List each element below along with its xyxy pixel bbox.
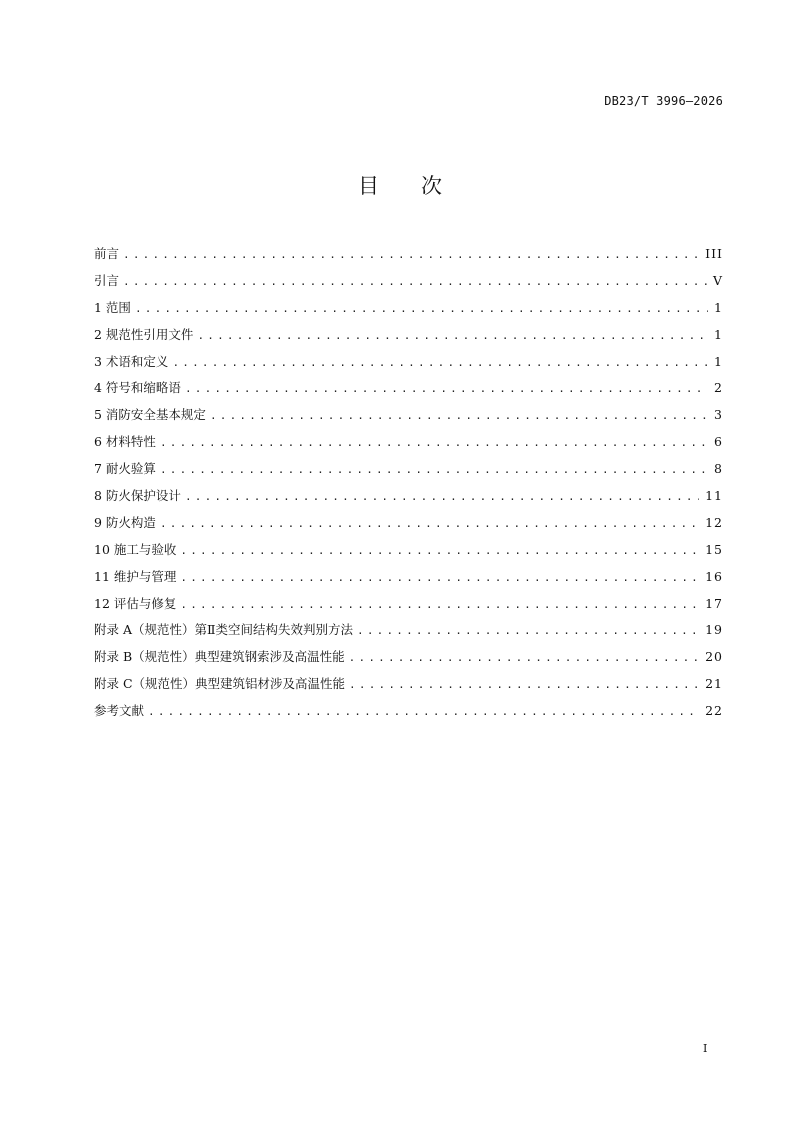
toc-entry[interactable] [94, 429, 723, 456]
toc-entry[interactable] [94, 375, 723, 402]
toc-entry-page: 17 [705, 595, 723, 611]
toc-entry-label: 11 维护与管理 [94, 568, 177, 584]
toc-entry-label: 前言 [94, 246, 120, 261]
table-of-contents [94, 241, 723, 725]
toc-leader-dots [160, 457, 708, 483]
toc-leader-dots [357, 618, 699, 644]
toc-leader-dots [160, 430, 708, 456]
toc-entry-label: 4 符号和缩略语 [94, 380, 181, 396]
toc-entry-label: 12 评估与修复 [94, 595, 177, 611]
title-char-2: 次 [421, 174, 442, 198]
toc-entry[interactable] [94, 644, 723, 671]
toc-entry-label: 引言 [94, 272, 120, 288]
toc-leader-dots [160, 511, 699, 537]
toc-entry[interactable] [94, 591, 723, 618]
toc-entry[interactable] [94, 241, 723, 268]
toc-leader-dots [210, 403, 708, 429]
toc-entry-label: 10 施工与验收 [94, 541, 177, 557]
toc-entry-label: 8 防火保护设计 [94, 488, 181, 504]
toc-entry-label: 附录 A（规范性）第Ⅱ类空间结构失效判别方法 [94, 622, 353, 638]
toc-entry[interactable] [94, 483, 723, 510]
toc-entry[interactable] [94, 268, 723, 295]
toc-entry-page: 16 [705, 568, 723, 584]
toc-leader-dots [197, 323, 708, 349]
document-code: DB23/T 3996—2026 [604, 94, 723, 108]
toc-entry-page: 21 [705, 676, 723, 692]
toc-entry-page: 6 [714, 434, 723, 450]
toc-leader-dots [172, 350, 708, 376]
toc-entry-page: 22 [705, 703, 723, 719]
toc-entry[interactable] [94, 295, 723, 322]
toc-leader-dots [349, 672, 699, 698]
toc-leader-dots [180, 565, 699, 591]
toc-entry[interactable] [94, 671, 723, 698]
toc-entry[interactable] [94, 617, 723, 644]
toc-entry-page: 1 [714, 353, 723, 369]
toc-entry-label: 9 防火构造 [94, 514, 156, 530]
toc-entry-page: 11 [705, 488, 723, 504]
toc-entry[interactable] [94, 456, 723, 483]
toc-entry[interactable] [94, 322, 723, 349]
toc-entry-page: V [712, 272, 723, 288]
toc-entry-page: III [705, 246, 723, 261]
toc-leader-dots [185, 376, 708, 402]
toc-entry-label: 附录 B（规范性）典型建筑钢索涉及高温性能 [94, 649, 345, 665]
toc-entry-page: 12 [705, 514, 723, 530]
toc-entry-page: 20 [705, 649, 723, 665]
toc-entry-label: 3 术语和定义 [94, 353, 169, 369]
toc-leader-dots [135, 296, 708, 322]
toc-entry[interactable] [94, 698, 723, 725]
toc-entry[interactable] [94, 349, 723, 376]
toc-entry-label: 7 耐火验算 [94, 461, 156, 477]
toc-entry[interactable] [94, 510, 723, 537]
toc-leader-dots [123, 269, 707, 295]
toc-leader-dots [180, 592, 699, 618]
toc-entry-label: 5 消防安全基本规定 [94, 407, 206, 423]
toc-entry-label: 1 范围 [94, 299, 131, 315]
toc-entry-page: 2 [714, 380, 723, 396]
toc-entry-label: 参考文献 [94, 703, 145, 719]
toc-leader-dots [349, 645, 699, 671]
toc-entry-label: 2 规范性引用文件 [94, 326, 194, 342]
toc-leader-dots [185, 484, 699, 510]
toc-entry-page: 8 [714, 461, 723, 477]
toc-entry[interactable] [94, 537, 723, 564]
toc-entry-page: 3 [714, 407, 723, 423]
toc-entry-label: 6 材料特性 [94, 434, 156, 450]
toc-entry-label: 附录 C（规范性）典型建筑铝材涉及高温性能 [94, 676, 346, 692]
toc-entry-page: 1 [714, 326, 723, 342]
toc-leader-dots [180, 538, 699, 564]
toc-entry[interactable] [94, 564, 723, 591]
toc-entry-page: 19 [705, 622, 723, 638]
page-number: I [703, 1042, 708, 1055]
toc-entry-page: 15 [705, 541, 723, 557]
toc-entry[interactable] [94, 402, 723, 429]
toc-entry-page: 1 [714, 299, 723, 315]
toc-leader-dots [123, 242, 699, 268]
page-title [0, 170, 800, 200]
title-char-1: 目 [358, 174, 379, 198]
toc-leader-dots [148, 699, 699, 725]
